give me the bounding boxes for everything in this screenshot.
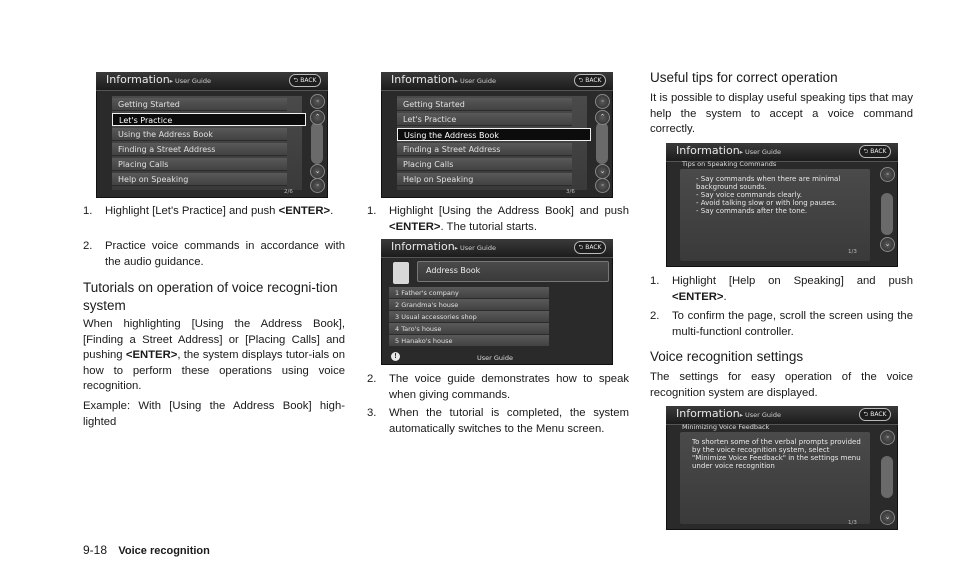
screen-title: Information▸ User Guide xyxy=(106,73,211,86)
scrollbar xyxy=(881,456,893,498)
address-entry: 3 Usual accessories shop xyxy=(389,311,549,323)
screenshot-voice-feedback xyxy=(666,406,898,530)
menu-item: Placing Calls xyxy=(397,158,572,171)
screen-header xyxy=(96,72,328,91)
screen-title: Information▸ User Guide xyxy=(391,240,496,253)
screen-header xyxy=(381,239,613,258)
scroll-down-icon: ⌄ xyxy=(880,510,895,525)
screenshot-speaking-tips xyxy=(666,143,898,267)
menu-item: Placing Calls xyxy=(112,158,287,171)
back-button: ⮌ BACK xyxy=(574,241,606,254)
scroll-down-icon: ⌄ xyxy=(880,237,895,252)
screenshot-menu-lets-practice xyxy=(96,72,328,198)
col1-para-2: Example: With [Using the Address Book] high-lighted xyxy=(83,400,345,428)
menu-item-selected: Let's Practice xyxy=(112,113,306,126)
col1-step-1: 1. Highlight [Let's Practice] and push <ENTER>. xyxy=(83,205,334,217)
col3-para-1: It is possible to display useful speaking tips that may help the system to accept a voice command correctly. xyxy=(650,92,913,135)
tips-text: - Say commands when there are minimal background sounds. - Say voice commands clearly. - Avoid talking slow or with long pauses. - Say commands after the tone. xyxy=(696,175,841,215)
knob-icon: ◦ xyxy=(880,167,895,182)
footer-label: User Guide xyxy=(477,354,513,362)
menu-item: Getting Started xyxy=(112,98,287,111)
col2-step-3: 3. When the tutorial is completed, the system automatically switches to the Menu screen. xyxy=(367,407,629,435)
back-button: ⮌ BACK xyxy=(859,145,891,158)
back-button: ⮌ BACK xyxy=(859,408,891,421)
menu-item: Getting Started xyxy=(397,98,572,111)
knob-icon: ◦ xyxy=(310,178,325,193)
page-indicator: 2/6 xyxy=(284,189,293,195)
col1-heading: Tutorials on operation of voice recogni-tion system xyxy=(83,280,338,313)
info-icon: ! xyxy=(391,352,400,361)
menu-item: Let's Practice xyxy=(397,113,572,126)
col3-heading-1: Useful tips for correct operation xyxy=(650,70,838,85)
address-book-icon xyxy=(393,262,409,284)
screenshot-address-book-tutorial xyxy=(381,239,613,365)
section-title: Minimizing Voice Feedback xyxy=(682,423,770,431)
menu-item: Help on Speaking xyxy=(397,173,572,186)
menu-item: Using the Address Book xyxy=(112,128,287,141)
menu-item: Help on Speaking xyxy=(112,173,287,186)
col3-heading-2: Voice recognition settings xyxy=(650,349,804,364)
col2-step-1: 1. Highlight [Using the Address Book] and push <ENTER>. The tutorial starts. xyxy=(367,205,629,233)
scroll-up-icon: ⌃ xyxy=(595,110,610,125)
knob-icon: ◦ xyxy=(595,178,610,193)
col3-para-2: The settings for easy operation of the voice recognition system are displayed. xyxy=(650,371,913,399)
footer-section: Voice recognition xyxy=(118,545,210,557)
knob-icon: ◦ xyxy=(310,94,325,109)
address-entry: 1 Father's company xyxy=(389,287,549,299)
address-entry: 4 Taro's house xyxy=(389,323,549,335)
col2-step-2: 2. The voice guide demonstrates how to speak when giving commands. xyxy=(367,373,629,401)
feedback-text: To shorten some of the verbal prompts provided by the voice recognition system, select "Minimize Voice Feedback" in the settings menu under voice recognition xyxy=(692,438,861,470)
scrollbar xyxy=(596,122,608,164)
back-button: ⮌ BACK xyxy=(574,74,606,87)
col3-step-1: 1. Highlight [Help on Speaking] and push <ENTER>. xyxy=(650,275,913,303)
col1-para-1: When highlighting [Using the Address Book], [Finding a Street Address] or [Placing Calls] and pushing <ENTER>, the system displays tutor-ials on how to perform these operations using voice recognition. xyxy=(83,318,345,392)
address-entry: 2 Grandma's house xyxy=(389,299,549,311)
knob-icon: ◦ xyxy=(595,94,610,109)
scroll-up-icon: ⌃ xyxy=(310,110,325,125)
page-indicator: 1/3 xyxy=(848,520,857,526)
screen-title: Information▸ User Guide xyxy=(676,407,781,420)
address-entry: 5 Hanako's house xyxy=(389,335,549,347)
scrollbar xyxy=(881,193,893,235)
address-book-header: Address Book xyxy=(417,261,609,282)
page-number: 9-18 xyxy=(83,543,108,557)
page-indicator: 3/6 xyxy=(566,189,575,195)
screen-title: Information▸ User Guide xyxy=(391,73,496,86)
col1-step-2: 2. Practice voice commands in accordance with the audio guidance. xyxy=(83,240,345,268)
page-footer xyxy=(83,543,210,557)
menu-item: Finding a Street Address xyxy=(397,143,572,156)
screenshot-menu-address-book xyxy=(381,72,613,198)
menu-item-selected: Using the Address Book xyxy=(397,128,591,141)
knob-icon: ◦ xyxy=(880,430,895,445)
screen-title: Information▸ User Guide xyxy=(676,144,781,157)
screen-header xyxy=(381,72,613,91)
scrollbar xyxy=(311,122,323,164)
back-button: ⮌ BACK xyxy=(289,74,321,87)
page-indicator: 1/3 xyxy=(848,249,857,255)
col3-step-2: 2. To confirm the page, scroll the screen using the multi-functionl controller. xyxy=(650,310,913,338)
section-title: Tips on Speaking Commands xyxy=(682,160,777,168)
menu-item: Finding a Street Address xyxy=(112,143,287,156)
scroll-down-icon: ⌄ xyxy=(595,164,610,179)
scroll-down-icon: ⌄ xyxy=(310,164,325,179)
